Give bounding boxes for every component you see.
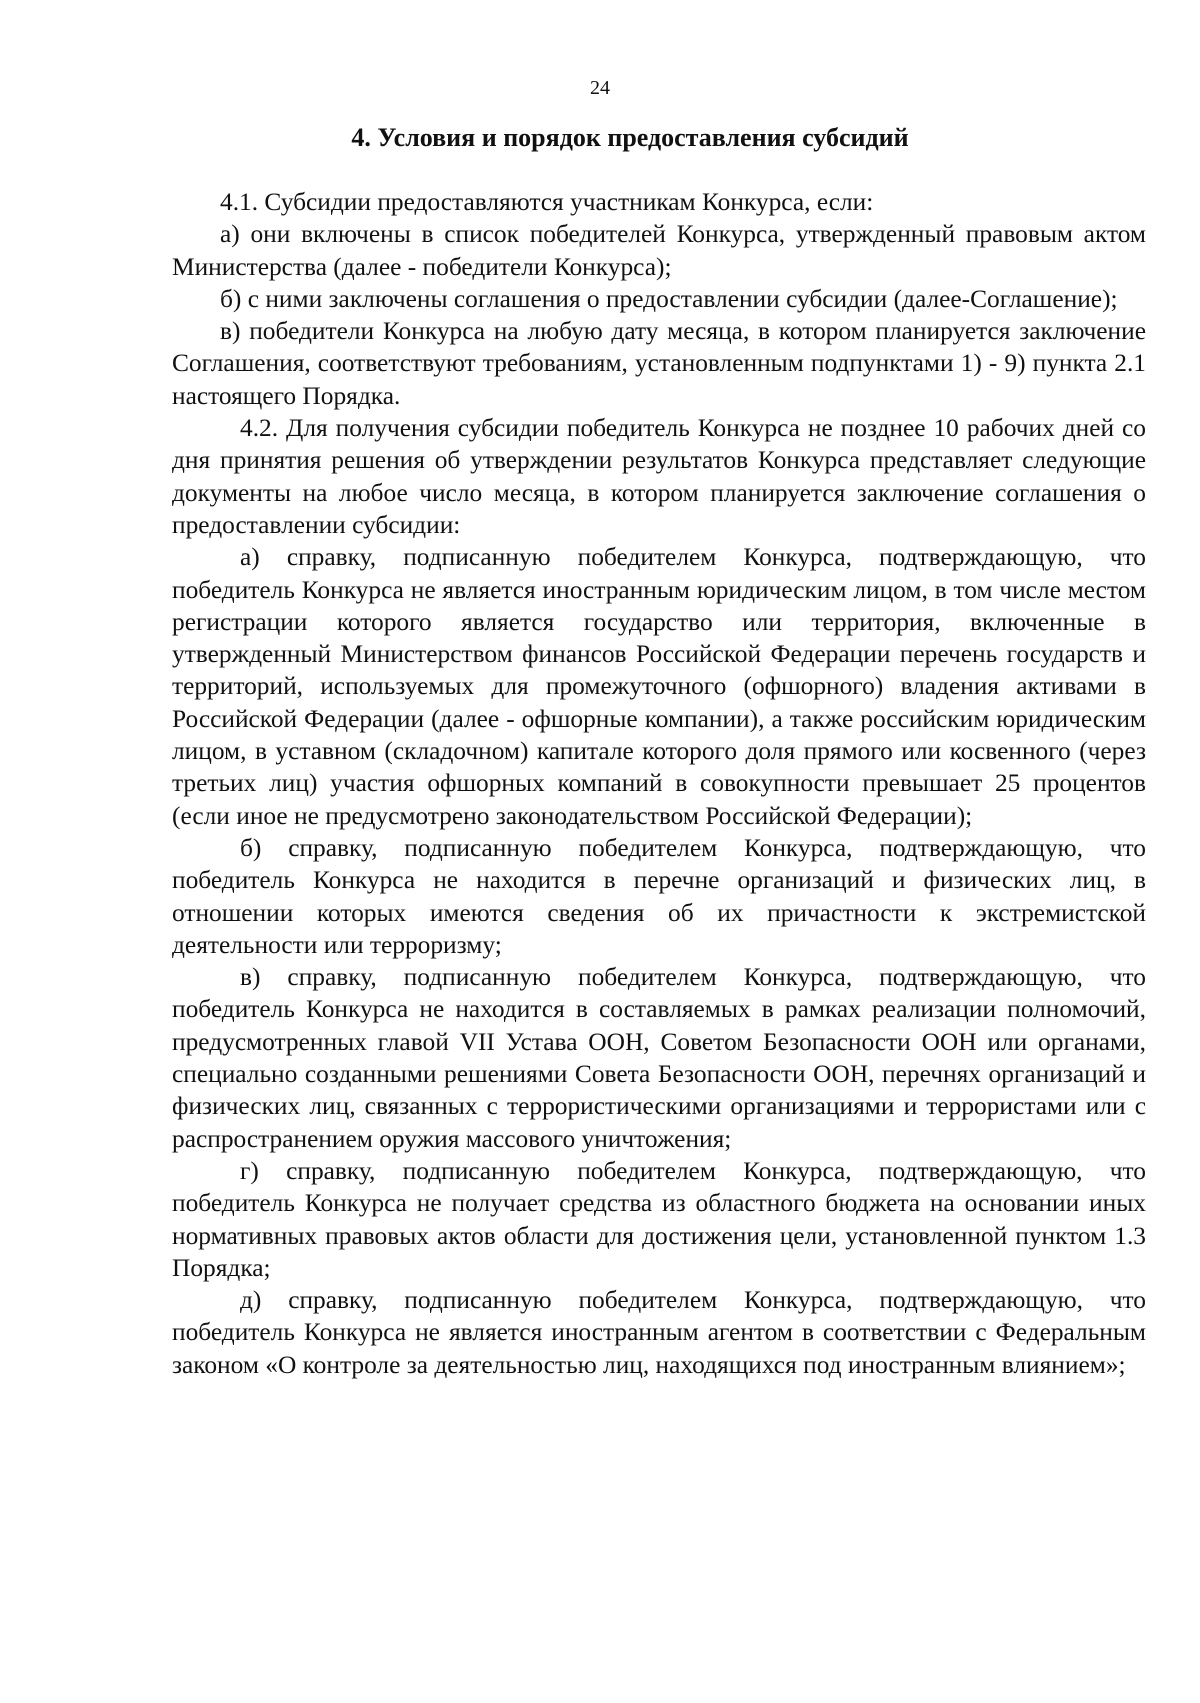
- paragraph-4-2-a: а) справку, подписанную победителем Конкурса, подтверждающую, что победитель Конкурса не является иностранным юридическим лицом, в том числе местом регистрации которого является государство или территория, включенные в утвержденный Министерством финансов Российской Федерации перечень государств и территорий, используемых для промежуточного (офшорного) владения активами в Российской Федерации (далее - офшорные компании), а также российским юридическим лицом, в уставном (складочном) капитале которого доля прямого или косвенного (через третьих лиц) участия офшорных компаний в совокупности превышает 25 процентов (если иное не предусмотрено законодательством Российской Федерации);: [172, 543, 1146, 830]
- paragraph-4-2-v: в) справку, подписанную победителем Конкурса, подтверждающую, что победитель Конкурса не находится в составляемых в рамках реализации полномочий, предусмотренных главой VII Устава ООН, Советом Безопасности ООН или органами, специально созданными решениями Совета Безопасности ООН, перечнях организаций и физических лиц, связанных с террористическими организациями и террористами или с распространением оружия массового уничтожения;: [172, 963, 1146, 1153]
- paragraph-4-2-g: г) справку, подписанную победителем Конкурса, подтверждающую, что победитель Конкурса не получает средства из областного бюджета на основании иных нормативных правовых актов области для достижения цели, установленной пунктом 1.3 Порядка;: [172, 1156, 1146, 1282]
- paragraph-4-1-a: а) они включены в список победителей Конкурса, утвержденный правовым актом Министерства (далее - победители Конкурса);: [172, 220, 1146, 281]
- page-number: 24: [590, 77, 610, 99]
- paragraph-4-2: 4.2. Для получения субсидии победитель Конкурса не позднее 10 рабочих дней со дня принятия решения об утверждении результатов Конкурса представляет следующие документы на любое число месяца, в котором планируется заключение соглашения о предоставлении субсидии:: [172, 414, 1146, 539]
- paragraph-4-1-v: в) победители Конкурса на любую дату месяца, в котором планируется заключение Соглашения, соответствуют требованиям, установленным подпунктами 1) - 9) пункта 2.1 настоящего Порядка.: [172, 317, 1146, 410]
- paragraph-4-2-b: б) справку, подписанную победителем Конкурса, подтверждающую, что победитель Конкурса не находится в перечне организаций и физических лиц, в отношении которых имеются сведения об их причастности к экстремистской деятельности или терроризму;: [172, 833, 1146, 959]
- document-body: [172, 186, 1146, 1381]
- paragraph-4-1-b: б) с ними заключены соглашения о предоставлении субсидии (далее-Соглашение);: [220, 284, 1118, 313]
- section-heading: 4. Условия и порядок предоставления субсидий: [351, 123, 909, 152]
- paragraph-4-1: 4.1. Субсидии предоставляются участникам Конкурса, если:: [220, 188, 874, 216]
- paragraph-4-2-d: д) справку, подписанную победителем Конкурса, подтверждающую, что победитель Конкурса не является иностранным агентом в соответствии с Федеральным законом «О контроле за деятельностью лиц, находящихся под иностранным влиянием»;: [172, 1286, 1146, 1379]
